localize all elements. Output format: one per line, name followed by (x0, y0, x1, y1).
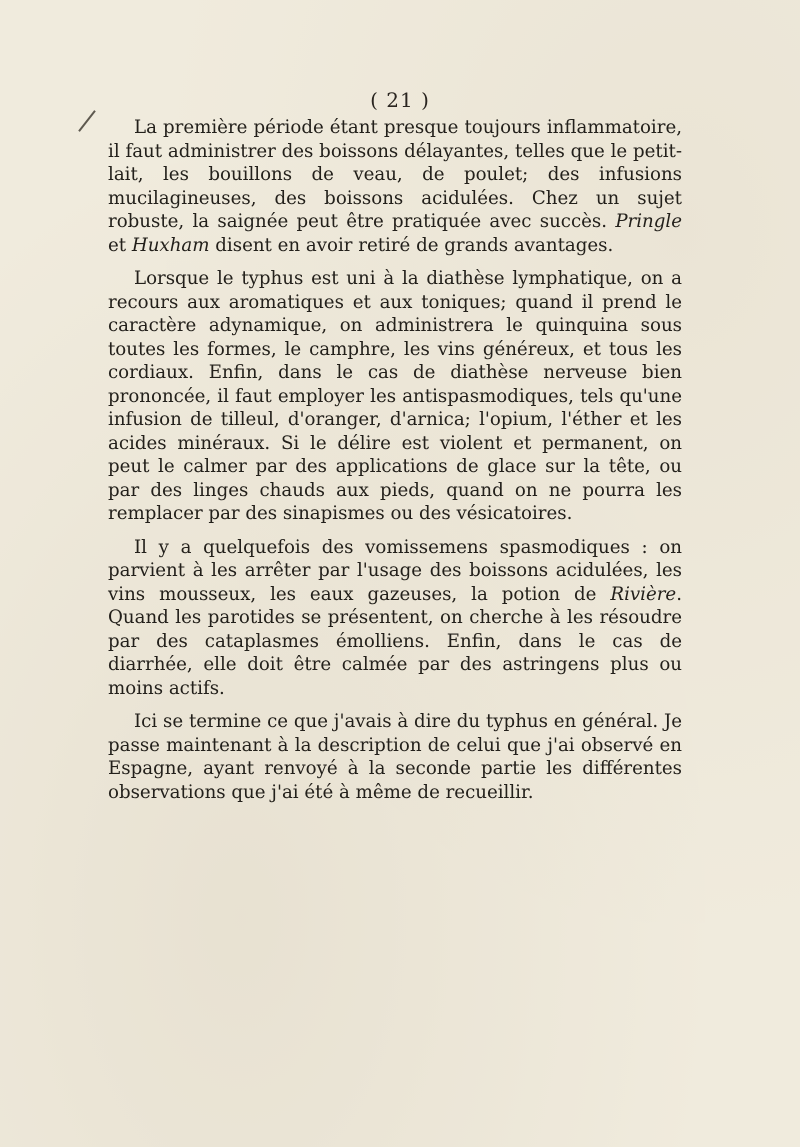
paragraph-3 (108, 536, 682, 701)
paragraph-4: Ici se termine ce que j'avais à dire du typhus en général. Je passe maintenant à la description de celui que j'ai observé en Espagne, ayant renvoyé à la seconde partie les différentes observations que j'ai été à même de recueillir. (108, 711, 682, 803)
page-number: ( 21 ) (370, 88, 430, 112)
author-name-huxham: Huxham (131, 234, 210, 256)
paragraph-1-text-c: disent en avoir retiré de grands avantages. (209, 234, 614, 256)
author-name-pringle: Pringle (615, 211, 682, 232)
margin-pencil-mark (78, 110, 96, 132)
paragraph-3-text-b: . Quand les parotides se présentent, on cherche à les résoudre par des cataplasmes émolliens. Enfin, dans le cas de diarrhée, elle doit être calmée par des astringens plus ou moins actifs. (108, 583, 682, 699)
author-name-riviere: Rivière (610, 583, 677, 605)
paragraph-2: Lorsque le typhus est uni à la diathèse lymphatique, on a recours aux aromatiques et aux toniques; quand il prend le caractère adynamique, on administrera le quinquina sous toutes les formes, le camphre, les vins généreux, et tous les cordiaux. Enfin, dans le cas de diathèse nerveuse bien prononcée, il faut employer les antispasmodiques, tels qu'une infusion de tilleul, d'oranger, d'arnica; l'opium, l'éther et les acides minéraux. Si le délire est violent et permanent, on peut le calmer par des applications de glace sur la tête, ou par des linges chauds aux pieds, quand on ne pourra les remplacer par des sinapismes ou des vésicatoires. (108, 268, 682, 524)
paragraph-3-text-a: Il y a quelquefois des vomissemens spasmodiques : on parvient à les arrêter par l'usage des boissons acidulées, les vins mousseux, les eaux gazeuses, la potion de (108, 536, 682, 605)
paragraph-1 (108, 116, 682, 257)
paragraph-1-text-b: et (108, 234, 132, 256)
body-text (108, 116, 682, 804)
paragraph-1-text-a: La première période étant presque toujours inflammatoire, il faut administrer des boissons délayantes, telles que le petit-lait, les bouillons de veau, de poulet; des infusions mucilagineuses, des boissons acidulées. Chez un sujet robuste, la saignée peut être pratiquée avec succès. (108, 117, 682, 232)
